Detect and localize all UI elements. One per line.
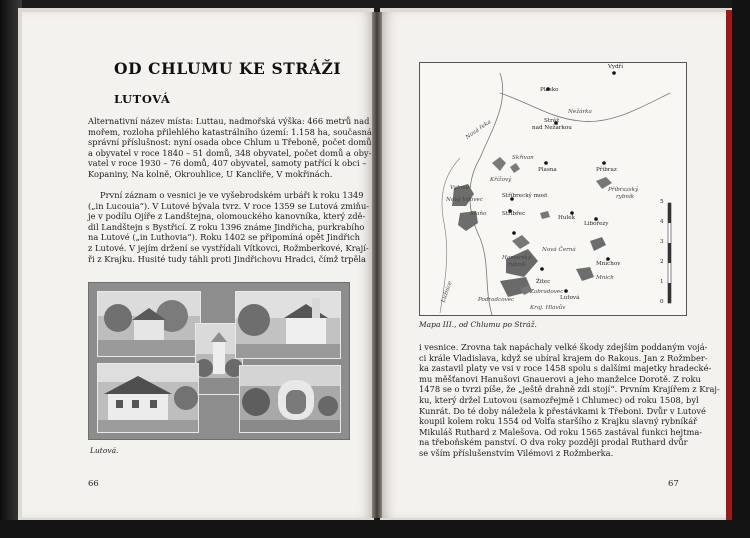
text-line: z Lutové. V jejím držení se vystřídali Vítkovci, Rožmberkové, Krají- (88, 242, 369, 253)
map-label: Podradcovec (478, 297, 515, 303)
scan-edge-bottom (0, 520, 750, 538)
farmhouse-photo (97, 363, 199, 433)
text-line: mořem, rozloha přilehlého katastrálního území: 1.158 ha, současná (88, 126, 372, 137)
map-label: nad Nežárkou (532, 125, 572, 131)
map-label: Skřivan (512, 155, 534, 161)
map-label: rybník (616, 194, 635, 200)
text-line: je v podílu Ojíře z Landštejna, olomouckého kanovníka, který zdě- (88, 211, 366, 222)
map-label: Žitec (536, 279, 551, 285)
text-line: na třeboňském panství. O dva roky později prodal Ruthard dvůr (419, 437, 688, 448)
paragraph-history (88, 190, 370, 264)
map-label: Plasko (540, 87, 559, 93)
map-label: Nežárka (568, 109, 592, 115)
book-gutter (372, 12, 382, 518)
map-label: Vydří (608, 64, 624, 70)
text-line: ci krále Vladislava, když se ubíral krajem do Rakous. Jan z Rožmber- (419, 352, 708, 363)
text-line: mu měšťanovi Hanušovi Gnauerovi a jeho manželce Dorotě. Z roku (419, 373, 701, 384)
map-label: Staňo (470, 211, 487, 217)
map-label: Vyhnal (450, 185, 470, 191)
text-line: i vesnice. Zrovna tak napáchaly velké škody zdejším poddaným vojá- (419, 342, 708, 352)
map-label: Stříbrecký most (502, 193, 548, 199)
scale-label: 1 (660, 279, 664, 285)
page-number-right: 67 (668, 479, 679, 489)
text-line: vatel v roce 1930 – 76 domů, 407 obyvatel, samoty patřící k obci – (88, 158, 367, 169)
text-line: a obyvatel v roce 1840 – 51 domů, 348 obyvatel, počet domů a oby- (88, 147, 372, 158)
paragraph-intro (88, 116, 372, 180)
village-photo-houses (97, 291, 201, 357)
map-label: rybník (508, 262, 527, 268)
map-caption: Mapa III., od Chlumu po Stráž. (419, 320, 537, 329)
text-line: na Lutové („in Luthovia“). Roku 1402 se připomíná opět Jindřich (88, 232, 361, 243)
map-label: Kraj. Hlavův (530, 305, 566, 311)
text-line: ku, který držel Lutovou (samozřejmě i Chlumec) od roku 1508, byl (419, 394, 699, 405)
text-line: se vším příslušenstvím Vilémovi z Rožmberka. (419, 447, 614, 458)
text-line: Mikuláš Ruthard z Malešova. Od roku 1565 zastával funkci hejtma- (419, 426, 703, 437)
text-line: Alternativní název místa: Luttau, nadmořská výška: 466 metrů nad (88, 116, 370, 126)
scale-label: 2 (660, 259, 664, 265)
map-label: Příbraz (596, 167, 617, 173)
text-line: koupil kolem roku 1554 od Volfa staršího z Krajku slavný rybníkář (419, 416, 698, 427)
text-line: 1478 se o tvrzi píše, že „ještě drahně zdi stojí“. Prvním Krajířem z Kraj- (419, 384, 720, 395)
paragraph-continued (419, 342, 720, 459)
map-figure (419, 62, 687, 316)
map-label: Zabradovec (530, 289, 564, 295)
text-line: Kunrát. Do té doby náležela k přestávkami k Třeboni. Dvůr v Lutové (419, 405, 706, 416)
chapel-photo (235, 291, 341, 359)
text-line: ři z Krajku. Husité tudy táhli proti Jindřichovu Hradci, čímž trpěla (88, 253, 366, 264)
scan-edge-right (732, 0, 750, 538)
text-line: Kopaniny, Na kolně, Okrouhlice, U Kancliře, V mokřinách. (88, 168, 333, 179)
scale-label: 0 (660, 299, 664, 305)
scale-label: 3 (660, 239, 664, 245)
map-label: Stříbřec (502, 211, 526, 217)
text-line: správní příslušnost: nyní osada obce Chlum u Třeboně, počet domů (88, 137, 372, 148)
map-label: Příbrazský (608, 187, 639, 193)
map-label: Mnich (596, 275, 614, 281)
map-label: Plasna (538, 167, 557, 173)
left-page (22, 12, 375, 518)
text-line: První záznam o vesnici je ve vyšebrodském urbáři k roku 1349 (100, 190, 364, 200)
photo-collage (88, 282, 350, 440)
map-label: Hamerský (502, 255, 531, 261)
page-number-left: 66 (88, 479, 99, 489)
map-label: Lužnice (440, 280, 454, 304)
text-line: ka zastavil platy ve vsi v roce 1458 spolu s dalšími majetky hradecké- (419, 363, 712, 374)
map-label: Nový Vdovec (446, 197, 483, 203)
map-label: Nová řeka (464, 119, 493, 141)
section-title: LUTOVÁ (114, 92, 171, 106)
map-label: Libořezy (584, 221, 609, 227)
chapter-title: OD CHLUMU KE STRÁŽI (114, 59, 342, 78)
map-label: Hulek (558, 215, 575, 221)
map-label: Lutová (560, 295, 580, 301)
map-label: Stráž (544, 118, 560, 124)
text-line: („in Lucouia“). V Lutové bývala tvrz. V roce 1359 se Lutová zmiňu- (88, 200, 370, 211)
map-label: Mníchov (596, 261, 621, 267)
scale-label: 5 (660, 199, 664, 205)
map-label: Křížový (490, 177, 512, 183)
map-label: Nová Černá (542, 247, 576, 253)
text-line: dil Landštejn s Bystřicí. Z roku 1396 známe Jindřicha, purkrabího (88, 221, 365, 232)
shrine-photo (239, 365, 341, 433)
photo-caption: Lutová. (90, 446, 119, 455)
scale-label: 4 (660, 219, 664, 225)
